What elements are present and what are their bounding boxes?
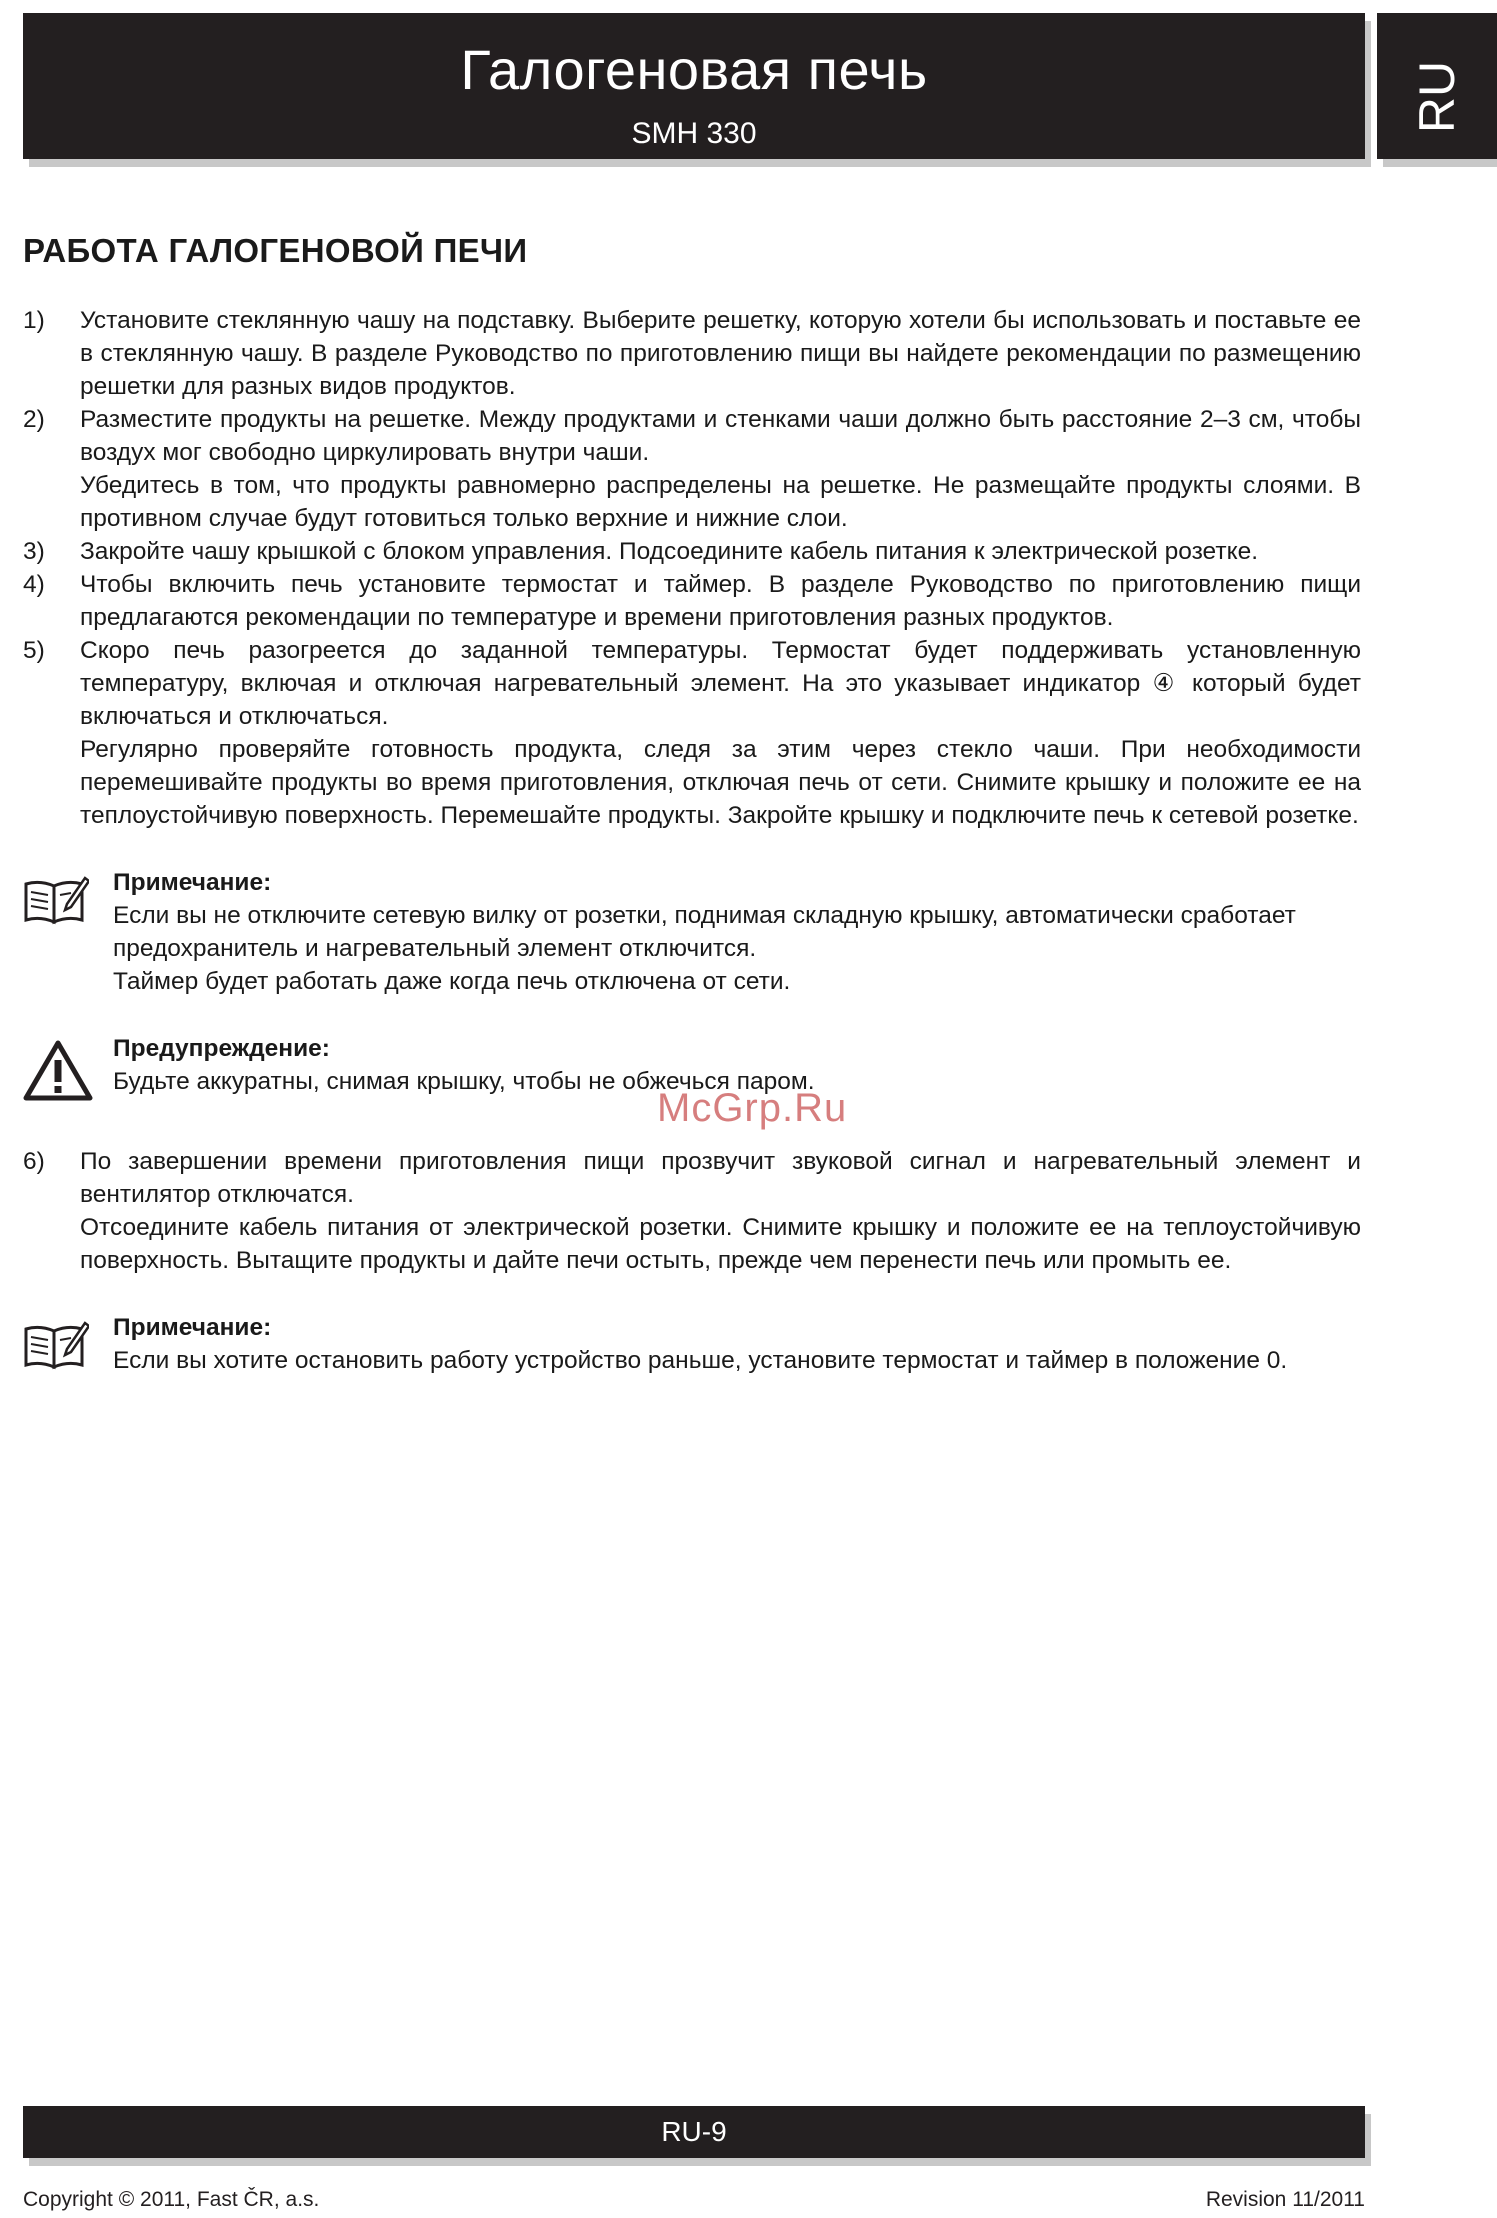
watermark: McGrp.Ru <box>657 1086 848 1130</box>
content <box>23 304 1361 1414</box>
footer-bar <box>23 2106 1365 2158</box>
item-text: Отсоедините кабель питания от электрической розетки. Снимите крышку и положите ее на теплоустойчивую поверхность. Вытащите продукты и дайте печи остыть, прежде чем перенести печь или промыть ее. <box>80 1214 1361 1274</box>
book-pencil-icon <box>23 866 113 998</box>
item-text: Чтобы включить печь установите термостат и таймер. В разделе Руководство по приготовлению пищи предлагаются рекомендации по температуре и времени приготовления разных продуктов. <box>80 571 1361 631</box>
revision: Revision 11/2011 <box>1205 2188 1365 2211</box>
list-item <box>23 568 1361 634</box>
note-callout <box>23 866 1361 998</box>
item-text: Установите стеклянную чашу на подставку. Выберите решетку, которую хотели бы использовать и поставьте ее в стеклянную чашу. В разделе Руководство по приготовлению пищи вы найдете рекомендации по размещению решетки для разных видов продуктов. <box>80 307 1361 400</box>
item-number: 3) <box>23 538 45 565</box>
warning-text: Будьте аккуратны, снимая крышку, чтобы не обжечься паром. <box>113 1068 815 1095</box>
list-item <box>23 535 1361 568</box>
item-number: 1) <box>23 307 45 334</box>
list-item <box>23 304 1361 403</box>
item-text: Убедитесь в том, что продукты равномерно распределены на решетке. Не размещайте продукты слоями. В противном случае будут готовиться только верхние и нижние слои. <box>80 472 1361 532</box>
warning-heading: Предупреждение: <box>113 1035 330 1062</box>
item-number: 5) <box>23 637 45 664</box>
item-number: 6) <box>23 1148 45 1175</box>
page-number: RU-9 <box>661 2116 727 2147</box>
list-item <box>23 1145 1361 1277</box>
note-text: Если вы хотите остановить работу устройство раньше, установите термостат и таймер в положение 0. <box>113 1347 1288 1374</box>
copyright: Copyright © 2011, Fast ČR, a.s. <box>23 2188 320 2211</box>
section-title: РАБОТА ГАЛОГЕНОВОЙ ПЕЧИ <box>23 232 528 269</box>
item-text: Регулярно проверяйте готовность продукта, следя за этим через стекло чаши. При необходимости перемешивайте продукты во время приготовления, отключая печь от сети. Снимите крышку и положите ее на теплоустойчивую поверхность. Перемешайте продукты. Закройте крышку и подключите печь к сетевой розетке. <box>80 736 1361 829</box>
page-title: Галогеновая печь <box>460 38 928 101</box>
item-text: Разместите продукты на решетке. Между продуктами и стенками чаши должно быть расстояние 2–3 см, чтобы воздух мог свободно циркулировать внутри чаши. <box>80 406 1361 466</box>
item-text: Скоро печь разогреется до заданной температуры. Термостат будет поддерживать установленную температуру, включая и отключая нагревательный элемент. На это указывает индикатор ④ который будет включаться и отключаться. <box>80 637 1361 730</box>
header-bar <box>23 13 1365 159</box>
list-item <box>23 634 1361 832</box>
note-heading: Примечание: <box>113 869 272 896</box>
warning-triangle-icon <box>23 1032 113 1111</box>
language-label: RU <box>1409 60 1465 134</box>
language-tab <box>1377 13 1497 159</box>
model-subtitle: SMH 330 <box>631 117 757 150</box>
note-heading: Примечание: <box>113 1314 272 1341</box>
list-item <box>23 403 1361 535</box>
item-text: По завершении времени приготовления пищи прозвучит звуковой сигнал и нагревательный элемент и вентилятор отключатся. <box>80 1148 1361 1208</box>
book-pencil-icon <box>23 1311 113 1380</box>
item-number: 2) <box>23 406 45 433</box>
note-callout <box>23 1311 1361 1380</box>
item-number: 4) <box>23 571 45 598</box>
item-text: Закройте чашу крышкой с блоком управления. Подсоедините кабель питания к электрической розетке. <box>80 538 1258 565</box>
note-text: Если вы не отключите сетевую вилку от розетки, поднимая складную крышку, автоматически сработает предохранитель и нагревательный элемент отключится. <box>113 902 1296 962</box>
note-text: Таймер будет работать даже когда печь отключена от сети. <box>113 968 791 995</box>
